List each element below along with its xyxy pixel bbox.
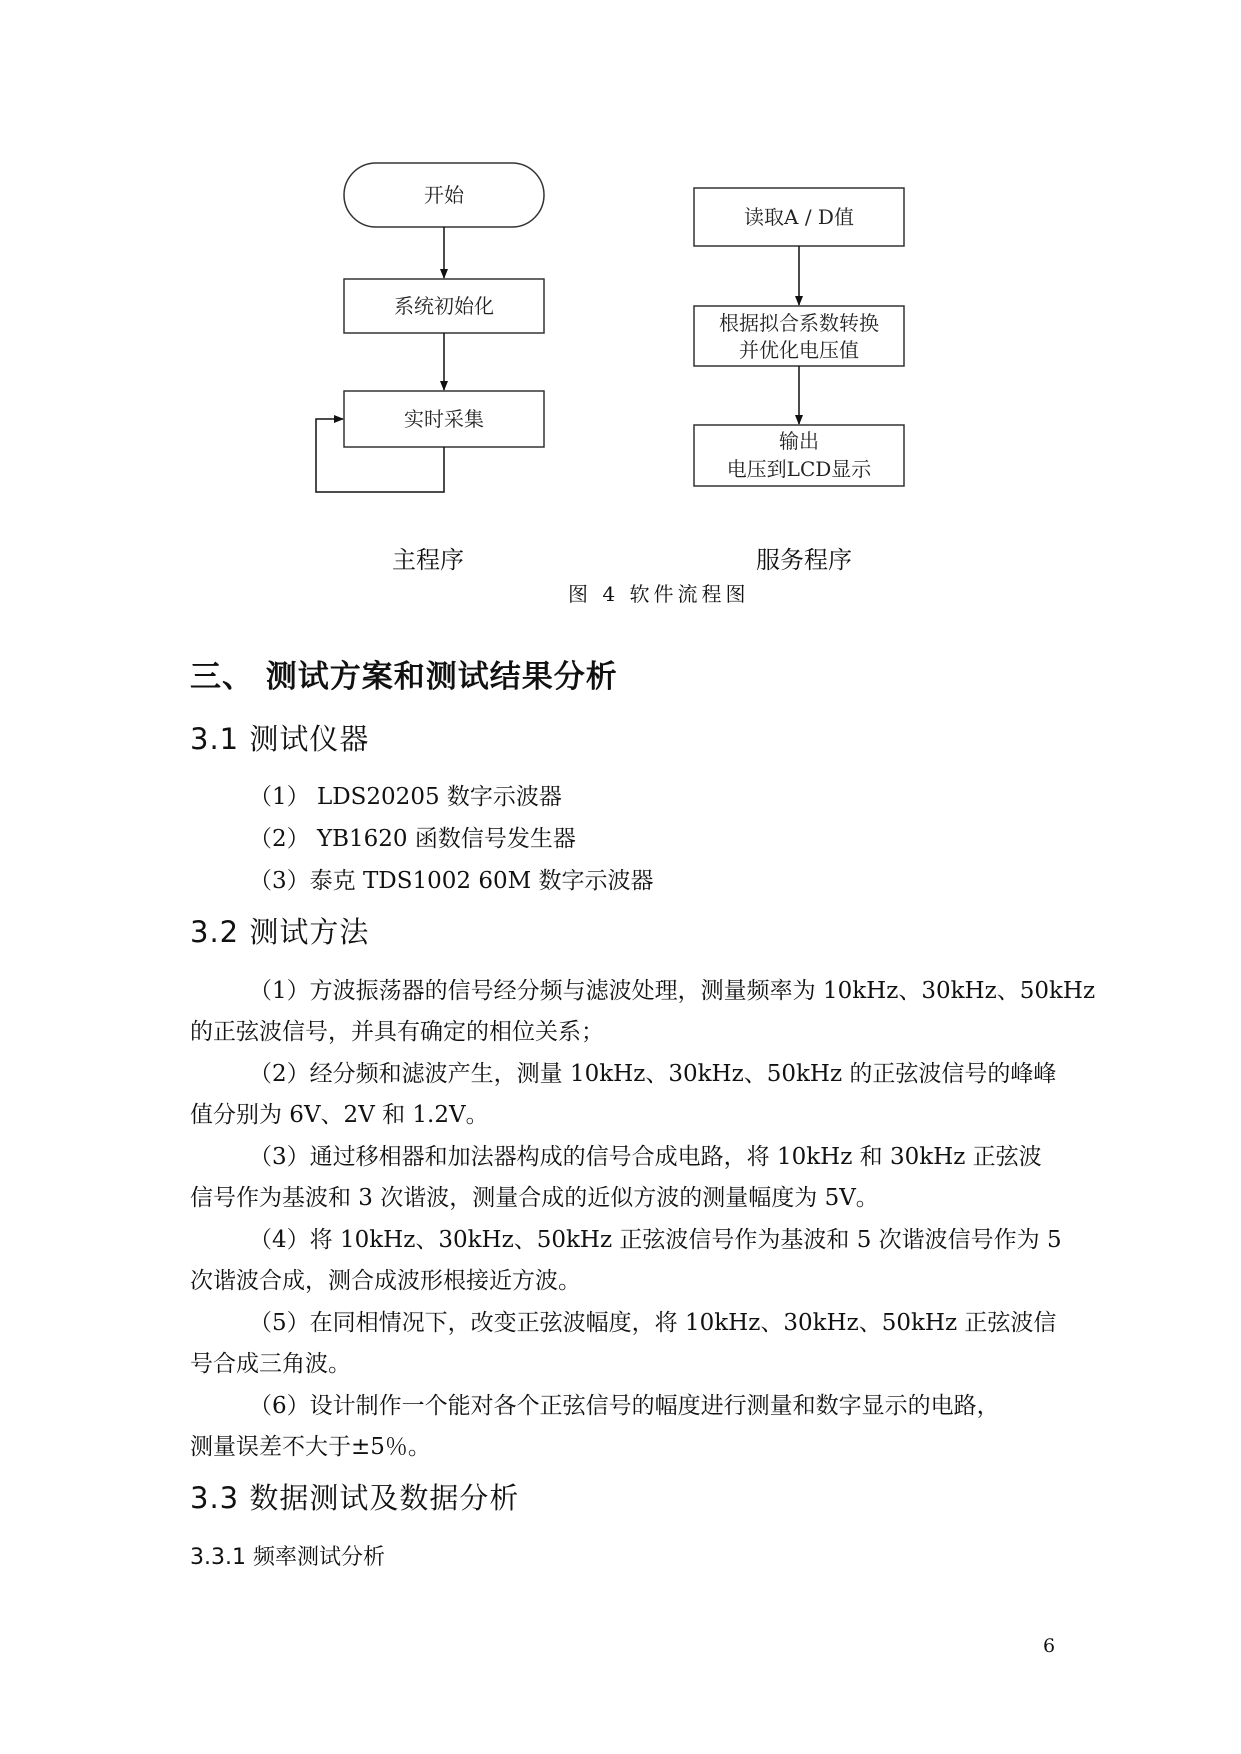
section-3-3-1-title: 3.3.1 频率测试分析 xyxy=(190,1545,385,1570)
method-line-11: （6）设计制作一个能对各个正弦信号的幅度进行测量和数字显示的电路， xyxy=(249,1393,1000,1419)
instrument-item-3: （3）泰克 TDS1002 60M 数字示波器 xyxy=(249,868,654,894)
convert-text-2: 并优化电压值 xyxy=(739,338,859,362)
service-program-label: 服务程序 xyxy=(756,546,852,574)
instrument-item-2: （2） YB1620 函数信号发生器 xyxy=(249,826,576,852)
method-line-8: 次谐波合成，测合成波形根接近方波。 xyxy=(190,1268,581,1294)
init-text: 系统初始化 xyxy=(394,294,494,318)
main-program-label: 主程序 xyxy=(392,546,464,574)
output-text-1: 输出 xyxy=(779,429,819,453)
method-line-9: （5）在同相情况下，改变正弦波幅度，将 10kHz、30kHz、50kHz 正弦波信 xyxy=(249,1310,1057,1336)
output-text-2: 电压到LCD显示 xyxy=(726,457,872,481)
collect-text: 实时采集 xyxy=(404,407,484,431)
section-3-3-title: 3.3 数据测试及数据分析 xyxy=(190,1481,520,1515)
method-line-6: 信号作为基波和 3 次谐波，测量合成的近似方波的测量幅度为 5V。 xyxy=(190,1185,879,1211)
method-line-2: 的正弦波信号，并具有确定的相位关系； xyxy=(190,1019,604,1045)
method-line-10: 号合成三角波。 xyxy=(190,1351,351,1377)
read-text: 读取A / D值 xyxy=(744,205,854,229)
convert-text-1: 根据拟合系数转换 xyxy=(719,311,879,335)
section-3-2-title: 3.2 测试方法 xyxy=(190,915,370,949)
section-3-title: 三、 测试方案和测试结果分析 xyxy=(190,659,618,695)
page-number: 6 xyxy=(1043,1635,1056,1657)
section-3-1-title: 3.1 测试仪器 xyxy=(190,722,370,756)
method-line-7: （4）将 10kHz、30kHz、50kHz 正弦波信号作为基波和 5 次谐波信号作为 5 xyxy=(249,1227,1062,1253)
method-line-5: （3）通过移相器和加法器构成的信号合成电路，将 10kHz 和 30kHz 正弦波 xyxy=(249,1144,1042,1170)
method-line-4: 值分别为 6V、2V 和 1.2V。 xyxy=(190,1102,489,1128)
figure-caption: 图 4 软件流程图 xyxy=(568,582,750,606)
instrument-item-1: （1） LDS20205 数字示波器 xyxy=(249,784,562,810)
start-text: 开始 xyxy=(424,183,464,207)
software-flowchart xyxy=(0,0,1241,560)
method-line-12: 测量误差不大于±5％。 xyxy=(190,1434,431,1460)
method-line-1: （1）方波振荡器的信号经分频与滤波处理，测量频率为 10kHz、30kHz、50kHz xyxy=(249,978,1096,1004)
method-line-3: （2）经分频和滤波产生，测量 10kHz、30kHz、50kHz 的正弦波信号的峰峰 xyxy=(249,1061,1057,1087)
